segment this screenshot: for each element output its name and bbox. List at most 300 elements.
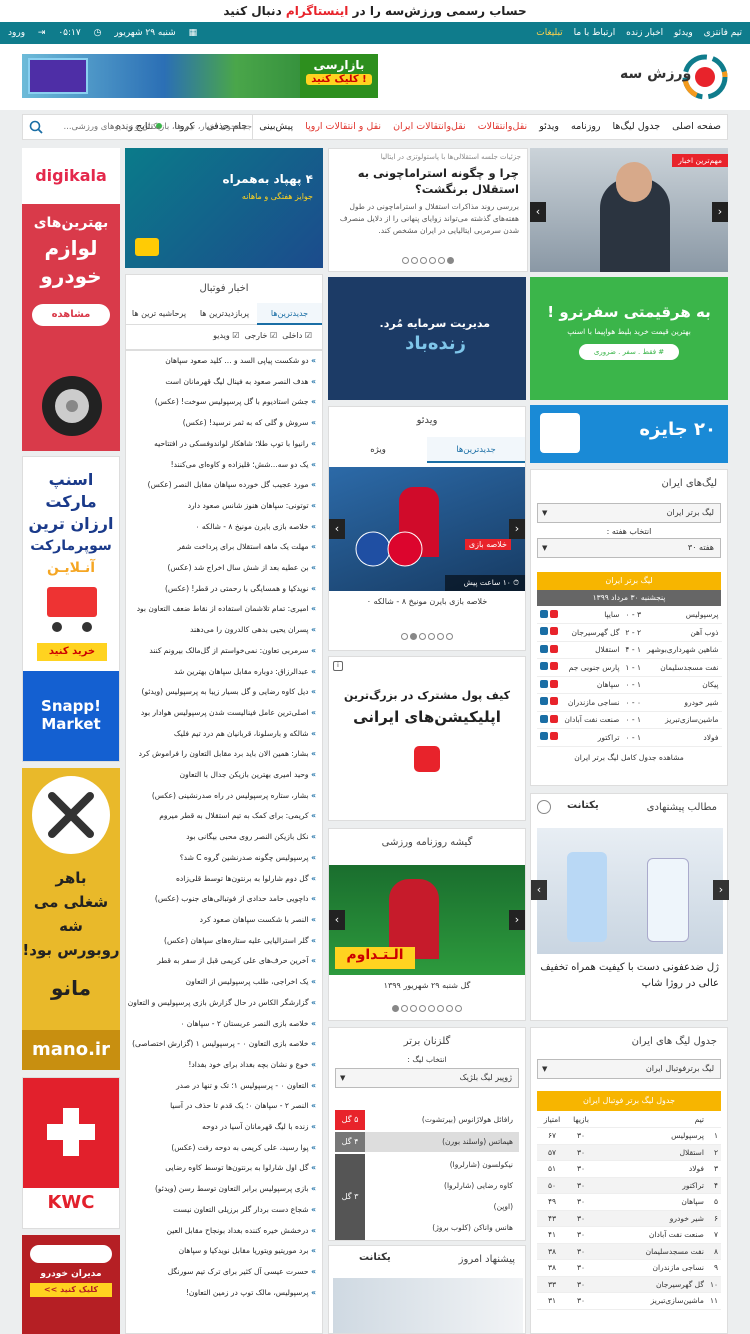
hero-pager[interactable]	[329, 257, 527, 267]
scorer-name[interactable]: نیکولسون (شارلروا)	[449, 1160, 513, 1169]
mtn-ad[interactable]	[125, 148, 323, 268]
away-team: نساجی مازندران	[561, 694, 622, 712]
home-team: شاهین شهرداری‌بوشهر	[644, 641, 722, 659]
newspaper-pager[interactable]	[329, 1005, 525, 1015]
suggested-box	[530, 793, 728, 1021]
mvm-logo-icon	[30, 1245, 112, 1263]
today-recommend-box	[328, 1245, 526, 1334]
news-item[interactable]: » عبدالرزاق: دوباره مقابل سپاهان بهترین شد	[126, 662, 322, 683]
safarno-line1: به هرقیمتی سفرنرو !	[547, 303, 711, 321]
standings-points: ۳۱	[537, 1293, 567, 1310]
toolbar-date: شنبه ۲۹ شهریور	[114, 28, 176, 38]
scorers-league-label: انتخاب لیگ :	[407, 1055, 447, 1064]
search-input[interactable]	[56, 115, 252, 139]
match-score: ۱ - ۰	[622, 711, 644, 729]
hero-title[interactable]: چرا و چگونه استراماچونی به استقلال برنگشت؟	[357, 166, 519, 196]
standings-rank: ۱	[707, 1128, 721, 1145]
nav-league-tables[interactable]: جدول لیگ‌ها	[612, 121, 661, 132]
nav-transfers-iran[interactable]: نقل‌وانتقالات ایران	[393, 121, 466, 132]
news-item[interactable]: » امیری: تمام تلاشمان استفاده از نقاط ضعف التعاون بود	[126, 599, 322, 620]
snapp-line4: آنـلایـن	[46, 560, 96, 576]
away-team: استقلال	[561, 641, 622, 659]
snapp-cta[interactable]: خرید کنید	[37, 643, 107, 661]
standings-points: ۵۱	[537, 1161, 567, 1178]
standings-row[interactable]	[537, 1243, 721, 1260]
standings-row[interactable]	[537, 1144, 721, 1161]
match-row[interactable]	[537, 641, 722, 659]
ad-info-icon[interactable]: i	[333, 661, 343, 671]
mvm-cta[interactable]: کلیک کنید >>	[30, 1283, 112, 1297]
scorer-name[interactable]: هیماتس (واسلند بورن)	[442, 1137, 513, 1146]
news-item[interactable]: » وحید امیری بهترین بازیکن جدال با التعاون	[126, 765, 322, 786]
nav-transfers-europe[interactable]: نقل و انتقالات اروپا	[305, 121, 382, 132]
filter-video[interactable]: ☑ ویدیو	[213, 331, 240, 340]
scorer-name[interactable]: (اوپن)	[493, 1202, 513, 1211]
zendebad-line1: مدیریت سرمایه مُرد.	[379, 317, 490, 330]
news-item[interactable]: » یک دو سه...شش؛ قلیزاده و کاوه‌ای می‌کنند!	[126, 455, 322, 476]
standings-played: ۳۰	[567, 1293, 595, 1310]
match-row[interactable]	[537, 624, 722, 642]
video-caption[interactable]: خلاصه بازی بایرن مونیخ ۸ - شالکه ۰	[366, 597, 488, 606]
standings-played: ۳۰	[567, 1210, 595, 1227]
match-score: ۱ - ۱	[622, 659, 644, 677]
toolbar-time: ۰۵:۱۷	[58, 28, 81, 38]
main-nav	[22, 114, 728, 140]
match-row[interactable]	[537, 659, 722, 677]
standings-team: نفت مسجدسلیمان	[595, 1243, 707, 1260]
mano-line2: شغلی می شه	[33, 893, 109, 935]
banner-cta-button[interactable]: کلیک کنید !	[306, 74, 372, 85]
away-team: گل گهرسیرجان	[561, 624, 622, 642]
nav-corona[interactable]: کرونا	[174, 121, 195, 132]
news-item[interactable]: » گلر استرالیایی علیه ستاره‌های سپاهان (عکس)	[126, 931, 322, 952]
news-item[interactable]: » شالکه و بارسلونا، قربانیان هم درد تیم فلیک	[126, 724, 322, 745]
news-item[interactable]: » بشار: همین الان باید برد مقابل التعاون را فراموش کرد	[126, 744, 322, 765]
standings-played: ۳۰	[567, 1260, 595, 1277]
col-team: تیم	[595, 1111, 707, 1128]
iran-leagues-box	[530, 469, 728, 786]
snapp-market-ad[interactable]	[22, 456, 120, 762]
wallet-ad[interactable]	[328, 656, 526, 821]
standings-rank: ۲	[707, 1144, 721, 1161]
standings-header: جدول لیگ برتر فوتبال ایران	[537, 1091, 721, 1111]
match-info-icon[interactable]	[540, 627, 548, 635]
top-scorers-box	[328, 1027, 526, 1241]
video-tab-featured[interactable]: ویژه	[370, 445, 386, 455]
banner-cta-title: بازارسی	[313, 58, 365, 72]
scorer-goals: ۳ گل	[335, 1154, 365, 1240]
away-team: سایپا	[561, 606, 622, 624]
news-item[interactable]: » یک اخراجی، طلب پرسپولیس از التعاون	[126, 972, 322, 993]
mtn-line2: جوایز هفتگی و ماهانه	[241, 192, 313, 201]
snapp-brand: Snapp! Market	[23, 671, 119, 761]
nav-prediction[interactable]: پیش‌بینی	[259, 121, 294, 132]
standings-row[interactable]	[537, 1128, 721, 1145]
standings-rank: ۱۱	[707, 1293, 721, 1310]
standings-played: ۳۰	[567, 1144, 595, 1161]
mano-brand: مانو	[51, 976, 91, 1000]
full-table-link[interactable]: مشاهده جدول کامل لیگ برتر ایران	[574, 752, 684, 762]
mano-line1: باهر	[55, 869, 87, 887]
match-score: ۰ - ۰	[622, 694, 644, 712]
football-news-header	[125, 274, 323, 350]
standings-row[interactable]	[537, 1227, 721, 1244]
calendar-icon: ▦	[188, 28, 198, 38]
news-item[interactable]: » گل دوم شارلوا به برنتون‌ها توسط قلی‌زاده	[126, 869, 322, 890]
match-row[interactable]	[537, 694, 722, 712]
home-team: فولاد	[644, 729, 722, 747]
news-item[interactable]: » بشار، ستاره پرسپولیس در راه صدرنشینی (عکس)	[126, 786, 322, 807]
news-item[interactable]: » سرمربی تعاون: نمی‌خواستم از گل‌مالک بیرونم کنند	[126, 641, 322, 662]
jersey-image	[28, 58, 88, 94]
video-next-arrow-icon[interactable]: ›	[509, 519, 525, 539]
standings-team: صنعت نفت آبادان	[595, 1227, 707, 1244]
standings-row[interactable]	[537, 1194, 721, 1211]
login-icon[interactable]: ⇥	[37, 28, 46, 38]
match-video-icon[interactable]	[550, 715, 558, 723]
league-fixtures-header: لیگ برتر ایران	[537, 572, 721, 590]
match-video-icon[interactable]	[550, 662, 558, 670]
news-item[interactable]: » کریمی: برای کمک به تیم استقلال به قطر میروم	[126, 806, 322, 827]
scorers-title: گلزنان برتر	[403, 1036, 451, 1047]
scorer-name[interactable]: رافائل هولاژانوس (بیرتشوت)	[421, 1115, 513, 1124]
zendebad-ad[interactable]	[328, 277, 526, 400]
kwc-logo: KWC	[47, 1192, 95, 1213]
col-played: بازیها	[567, 1111, 595, 1128]
clock-icon: ◷	[93, 28, 102, 38]
hero-summary: بررسی روند مذاکرات استقلال و استراماچونی در طول هفته‌های گذشته می‌تواند زوایای پنهانی را از دلایل منصرف شدن سرمربی ایتالیایی در ایران مشخص کند.	[339, 202, 519, 235]
hero-image[interactable]	[530, 148, 728, 272]
news-item[interactable]: » خلاصه بازی النصر عربستان ۲ - سپاهان ۰	[126, 1014, 322, 1035]
news-item[interactable]: » توتونی: سپاهان هنوز شانس صعود دارد	[126, 496, 322, 517]
match-info-icon[interactable]	[540, 715, 548, 723]
news-item[interactable]: » سروش و گلی که به ثمر نرسید! (عکس)	[126, 413, 322, 434]
match-video-icon[interactable]	[550, 680, 558, 688]
site-logo[interactable]	[620, 52, 730, 102]
news-item[interactable]: » خوع و نشان بچه بغداد برای خود بفداد!	[126, 1055, 322, 1076]
banner-cta[interactable]	[300, 54, 378, 98]
match-row[interactable]	[537, 676, 722, 694]
standings-row[interactable]	[537, 1260, 721, 1277]
news-item[interactable]: » آخرین حرف‌های علی کریمی قبل از سفر به قطر	[126, 951, 322, 972]
logo-text: ورزش سه	[620, 66, 692, 82]
news-item[interactable]: » التعاون ۰ - پرسپولیس ۱؛ تک و تنها در صدر	[126, 1076, 322, 1097]
standings-rank: ۹	[707, 1260, 721, 1277]
hero-prev-arrow-icon[interactable]: ‹	[530, 202, 546, 222]
mvm-ad[interactable]	[22, 1235, 120, 1334]
standings-rank: ۸	[707, 1243, 721, 1260]
standings-played: ۳۰	[567, 1128, 595, 1145]
news-item[interactable]: » بازی پرسپولیس برابر التعاون توسط رسن (ویدئو)	[126, 1179, 322, 1200]
newspaper-headline: الـتـداوم	[335, 947, 415, 969]
info-icon[interactable]	[537, 800, 551, 814]
scorer-name[interactable]: کاوه رضایی (شارلروا)	[444, 1181, 513, 1190]
match-video-icon[interactable]	[550, 645, 558, 653]
newspaper-prev-arrow-icon[interactable]: ‹	[329, 910, 345, 930]
standings-points: ۴۳	[537, 1210, 567, 1227]
news-item[interactable]: » شجاع دست بردار گلر برزیلی التعاون نیست	[126, 1200, 322, 1221]
scorer-row	[335, 1132, 519, 1152]
news-item[interactable]: » گزارشگر الکاس در حال گزارش بازی پرسپولیس و التعاون	[126, 993, 322, 1014]
fixtures-table	[537, 606, 722, 747]
match-video-icon[interactable]	[550, 697, 558, 705]
standings-rank: ۶	[707, 1210, 721, 1227]
video-thumbnail[interactable]	[329, 467, 525, 591]
news-item[interactable]: » حسرت عیسی آل کثیر برای ترک تیم سورنگل	[126, 1262, 322, 1283]
search-box	[23, 115, 253, 139]
news-item[interactable]: » هدف النصر صعود به فینال لیگ قهرمانان است	[126, 372, 322, 393]
sanitizer-image[interactable]	[537, 828, 723, 954]
newspaper-next-arrow-icon[interactable]: ›	[509, 910, 525, 930]
standings-team: شیر خودرو	[595, 1210, 707, 1227]
scorer-goals: ۴ گل	[335, 1132, 365, 1152]
digikala-line2: لوازم	[44, 236, 98, 260]
suggest-next-arrow-icon[interactable]: ›	[713, 880, 729, 900]
wallet-line2: اپلیکیشن‌های ایرانی	[353, 708, 501, 726]
fixtures-date: پنجشنبه ۳۰ مرداد ۱۳۹۹	[537, 590, 721, 606]
prize-ad[interactable]	[530, 405, 728, 463]
video-title: ویدئو	[416, 415, 438, 426]
news-item[interactable]: » دیل کاوه رضایی و گل بسیار زیبا به پرسپولیس (ویدئو)	[126, 682, 322, 703]
perfume-image[interactable]	[333, 1278, 523, 1334]
mano-line3: روبورس بود!	[22, 941, 120, 959]
nav-live-label: نتایج زنده	[115, 121, 154, 132]
toolbar-link-contact[interactable]: ارتباط با ما	[573, 28, 616, 38]
newspaper-caption: گل شنبه ۲۹ شهریور ۱۳۹۹	[383, 981, 471, 990]
standings-box	[530, 1027, 728, 1334]
news-item[interactable]: » مهلت یک ماهه استقلال برای پرداخت شفر	[126, 537, 322, 558]
news-item[interactable]: » مورد عجیب گل خورده سپاهان مقابل النصر (عکس)	[126, 475, 322, 496]
news-item[interactable]: » داچویی حامد حدادی از فوتبالی‌های جنوب (عکس)	[126, 889, 322, 910]
news-item[interactable]: » خلاصه بازی بایرن مونیخ ۸ - شالکه ۰	[126, 517, 322, 538]
standings-team: گل گهرسیرجان	[595, 1276, 707, 1293]
away-team: پارس جنوبی جم	[561, 659, 622, 677]
toolbar-link-fantasy[interactable]: تیم فانتزی	[703, 28, 742, 38]
suggested-title: مطالب پیشنهادی	[646, 802, 717, 813]
standings-rank: ۵	[707, 1194, 721, 1211]
scorers-league-select[interactable]: ژوپیر لیگ بلژیک ▼	[335, 1068, 519, 1088]
scorer-goals: ۵ گل	[335, 1110, 365, 1130]
match-video-icon[interactable]	[550, 732, 558, 740]
match-row[interactable]	[537, 729, 722, 747]
standings-title: جدول لیگ های ایران	[631, 1036, 717, 1047]
standings-points: ۳۸	[537, 1243, 567, 1260]
zendebad-line2: زنده‌باد	[405, 333, 466, 354]
standings-rank: ۱۰	[707, 1276, 721, 1293]
standings-rank: ۴	[707, 1177, 721, 1194]
hero-next-arrow-icon[interactable]: ›	[712, 202, 728, 222]
tools-icon	[30, 774, 112, 856]
filter-video-label: ویدیو	[213, 331, 230, 340]
match-info-icon[interactable]	[540, 610, 548, 618]
match-score: ۱ - ۰	[622, 729, 644, 747]
snapp-line2: ارزان ترین	[28, 514, 114, 533]
match-video-icon[interactable]	[550, 627, 558, 635]
away-team: تراکتور	[561, 729, 622, 747]
news-item[interactable]: » پرسپولیس چگونه صدرنشین گروه C شد؟	[126, 848, 322, 869]
mtn-logo-icon	[135, 238, 159, 256]
news-item[interactable]: » گل اول شارلوا به برنتون‌ها توسط کاوه رضایی	[126, 1158, 322, 1179]
nav-video[interactable]: ویدئو	[539, 121, 559, 132]
news-item[interactable]: » زنده با لیگ قهرمانان آسیا در دوحه	[126, 1117, 322, 1138]
video-time-label: ⏱ ۱۰ ساعت پیش	[445, 575, 525, 591]
newspaper-title: گیشه روزنامه ورزشی	[381, 837, 473, 848]
standings-row[interactable]	[537, 1276, 721, 1293]
match-info-icon[interactable]	[540, 732, 548, 740]
standings-row[interactable]	[537, 1177, 721, 1194]
safarno-ad[interactable]	[530, 277, 728, 400]
leagues-select[interactable]: لیگ برتر ایران ▼	[537, 503, 721, 523]
home-team: نفت مسجدسلیمان	[644, 659, 722, 677]
yektanet-logo: یکتانت	[359, 1252, 391, 1263]
app-logo-icon	[414, 746, 440, 772]
digikala-cta[interactable]: مشاهده	[32, 304, 110, 326]
scorer-row	[335, 1154, 519, 1240]
news-item[interactable]: » نکل بازیکن النصر روی محبی بیگانی بود	[126, 827, 322, 848]
standings-played: ۳۰	[567, 1177, 595, 1194]
standings-row[interactable]	[537, 1210, 721, 1227]
video-prev-arrow-icon[interactable]: ‹	[329, 519, 345, 539]
safarno-line2: بهترین قیمت خرید بلیط هواپیما با اسنپ	[567, 327, 691, 336]
mvm-line1: مدیران خودرو	[40, 1269, 102, 1279]
search-icon[interactable]	[29, 120, 43, 134]
news-item[interactable]: » النصر ۲ - سپاهان ۰؛ یک قدم تا حذف در آسیا	[126, 1096, 322, 1117]
digikala-ad[interactable]	[22, 148, 120, 451]
hero-text[interactable]	[328, 148, 528, 272]
digikala-line3: خودرو	[40, 264, 102, 288]
news-item[interactable]: » دو شکست پیاپی السد و ... کلید صعود سپاهان	[126, 351, 322, 372]
football-news-title: اخبار فوتبال	[199, 283, 249, 294]
news-item[interactable]: » النصر با شکست سپاهان صعود کرد	[126, 910, 322, 931]
match-row[interactable]	[537, 711, 722, 729]
nav-newspaper[interactable]: روزنامه	[571, 121, 601, 132]
standings-points: ۶۷	[537, 1128, 567, 1145]
news-item[interactable]: » بن عطیه بعد از شش سال اخراج شد (عکس)	[126, 558, 322, 579]
home-team: پرسپولیس	[644, 606, 722, 624]
suggest-prev-arrow-icon[interactable]: ‹	[531, 880, 547, 900]
scorer-name[interactable]: هانس واناکن (کلوب بروژ)	[432, 1223, 513, 1232]
suggested-yektanet-logo: یکتانت	[567, 800, 599, 811]
tab-controversial[interactable]: پرحاشیه ترین ها	[131, 309, 187, 318]
swiss-cross-panel	[23, 1078, 119, 1188]
notice-prefix: حساب رسمی ورزش‌سه را در	[352, 4, 527, 18]
filter-foreign[interactable]: ☑ خارجی	[244, 331, 278, 340]
toolbar-links	[528, 22, 742, 44]
match-info-icon[interactable]	[540, 645, 548, 653]
news-item[interactable]: » پسران یحیی بدهی کالدرون را می‌دهند	[126, 620, 322, 641]
tab-latest[interactable]: جدیدترین‌ها	[257, 303, 322, 325]
news-item[interactable]: » نویدکیا و همسایگی با رحمتی در قطر! (عکس)	[126, 579, 322, 600]
nav-transfers[interactable]: نقل‌وانتقالات	[477, 121, 528, 132]
match-info-icon[interactable]	[540, 680, 548, 688]
standings-played: ۳۰	[567, 1194, 595, 1211]
notice-platform[interactable]: اینستاگرام	[285, 4, 349, 18]
header-banner-ad[interactable]	[22, 54, 378, 98]
toolbar-link-live[interactable]: اخبار زنده	[626, 28, 664, 38]
home-team: پیکان	[644, 676, 722, 694]
filter-domestic[interactable]: ☑ داخلی	[282, 331, 312, 340]
snapp-line3: سوپرمارکت	[30, 538, 112, 554]
video-time: ۱۰ ساعت پیش	[463, 578, 511, 587]
standings-row[interactable]	[537, 1161, 721, 1178]
login-link[interactable]: ورود	[8, 28, 26, 38]
match-row[interactable]	[537, 606, 722, 624]
match-info-icon[interactable]	[540, 662, 548, 670]
news-item[interactable]: » درخشش خیره کننده بغداد بونجاح مقابل العین	[126, 1221, 322, 1242]
standings-played: ۳۰	[567, 1276, 595, 1293]
news-item[interactable]: » اصلی‌ترین عامل فینالیست شدن پرسپولیس هوادار بود	[126, 703, 322, 724]
match-score: ۲ - ۲	[622, 624, 644, 642]
standings-team: تراکتور	[595, 1177, 707, 1194]
week-label: انتخاب هفته :	[606, 527, 652, 536]
news-item[interactable]: » جشن استادیوم با گل پرسپولیس سوخت! (عکس)	[126, 392, 322, 413]
news-item[interactable]: » پوا رسید، علی کریمی به دوحه رفت (عکس)	[126, 1138, 322, 1159]
digikala-line1: بهترین‌های	[33, 215, 109, 231]
digikala-logo: digikala	[22, 148, 120, 204]
notice-suffix: دنبال کنید	[223, 4, 282, 18]
kwc-ad[interactable]	[22, 1077, 120, 1229]
toolbar-link-ads[interactable]: تبلیغات	[536, 28, 563, 38]
standings-row[interactable]	[537, 1293, 721, 1310]
tire-icon	[40, 374, 104, 438]
newspaper-cover[interactable]	[329, 865, 525, 975]
standings-table	[537, 1111, 721, 1310]
news-item[interactable]: » برد موریتیو ویتوریا مقابل نویدکیا و سپاهان	[126, 1241, 322, 1262]
mano-ad[interactable]	[22, 768, 120, 1070]
toolbar-link-video[interactable]: ویدئو	[674, 28, 693, 38]
toolbar-meta	[8, 22, 207, 44]
football-news-list	[125, 350, 323, 1334]
standings-points: ۴۹	[537, 1194, 567, 1211]
wallet-line1: کیف پول مشترک در بزرگ‌ترین	[343, 689, 511, 702]
instagram-notice[interactable]	[0, 0, 750, 22]
standings-played: ۳۰	[567, 1243, 595, 1260]
standings-league-select[interactable]: لیگ برترفوتبال ایران ▼	[537, 1059, 721, 1079]
news-item[interactable]: » رانیوا با توپ طلا؛ شاهکار لواندوفسکی در افتتاحیه	[126, 434, 322, 455]
standings-points: ۳۸	[537, 1260, 567, 1277]
safarno-cta[interactable]: # فقط . سفر . ضروری	[579, 344, 679, 360]
standings-played: ۳۰	[567, 1161, 595, 1178]
video-tab-latest[interactable]: جدیدترین‌ها	[427, 437, 525, 463]
standings-team: فولاد	[595, 1161, 707, 1178]
leagues-title: لیگ‌های ایران	[661, 478, 717, 489]
video-box	[328, 406, 526, 651]
mano-domain: mano.ir	[22, 1030, 120, 1070]
home-team: شیر خودرو	[644, 694, 722, 712]
news-item[interactable]: » پرسپولیس، مالک توپ در زمین التعاون!	[126, 1283, 322, 1304]
suggested-caption[interactable]: ژل ضدعفونی دست با کیفیت همراه تخفیف عالی در روژا شاپ	[540, 962, 719, 989]
news-item[interactable]: » خلاصه بازی التعاون ۰ - پرسپولیس ۱ (گزارش اختصاصی)	[126, 1034, 322, 1055]
prize-logo-icon	[540, 413, 580, 453]
coach-face	[616, 162, 652, 202]
nav-home[interactable]: صفحه اصلی	[672, 121, 721, 132]
schalke-badge-icon	[355, 531, 391, 567]
tab-most-viewed[interactable]: پربازدیدترین ها	[199, 309, 250, 318]
standings-team: استقلال	[595, 1144, 707, 1161]
week-select[interactable]: هفته ۳۰ ▼	[537, 538, 721, 558]
standings-rank: ۷	[707, 1227, 721, 1244]
scorer-row	[335, 1110, 519, 1130]
prize-text: ۲۰ جایزه	[639, 419, 716, 440]
match-score: ۱ - ۰	[622, 676, 644, 694]
video-pager[interactable]	[329, 633, 525, 643]
standings-played: ۳۰	[567, 1227, 595, 1244]
site-header	[0, 44, 750, 110]
match-info-icon[interactable]	[540, 697, 548, 705]
nav-cup[interactable]: جام حذفی	[206, 121, 248, 132]
match-score: ۳ - ۰	[622, 606, 644, 624]
match-video-icon[interactable]	[550, 610, 558, 618]
